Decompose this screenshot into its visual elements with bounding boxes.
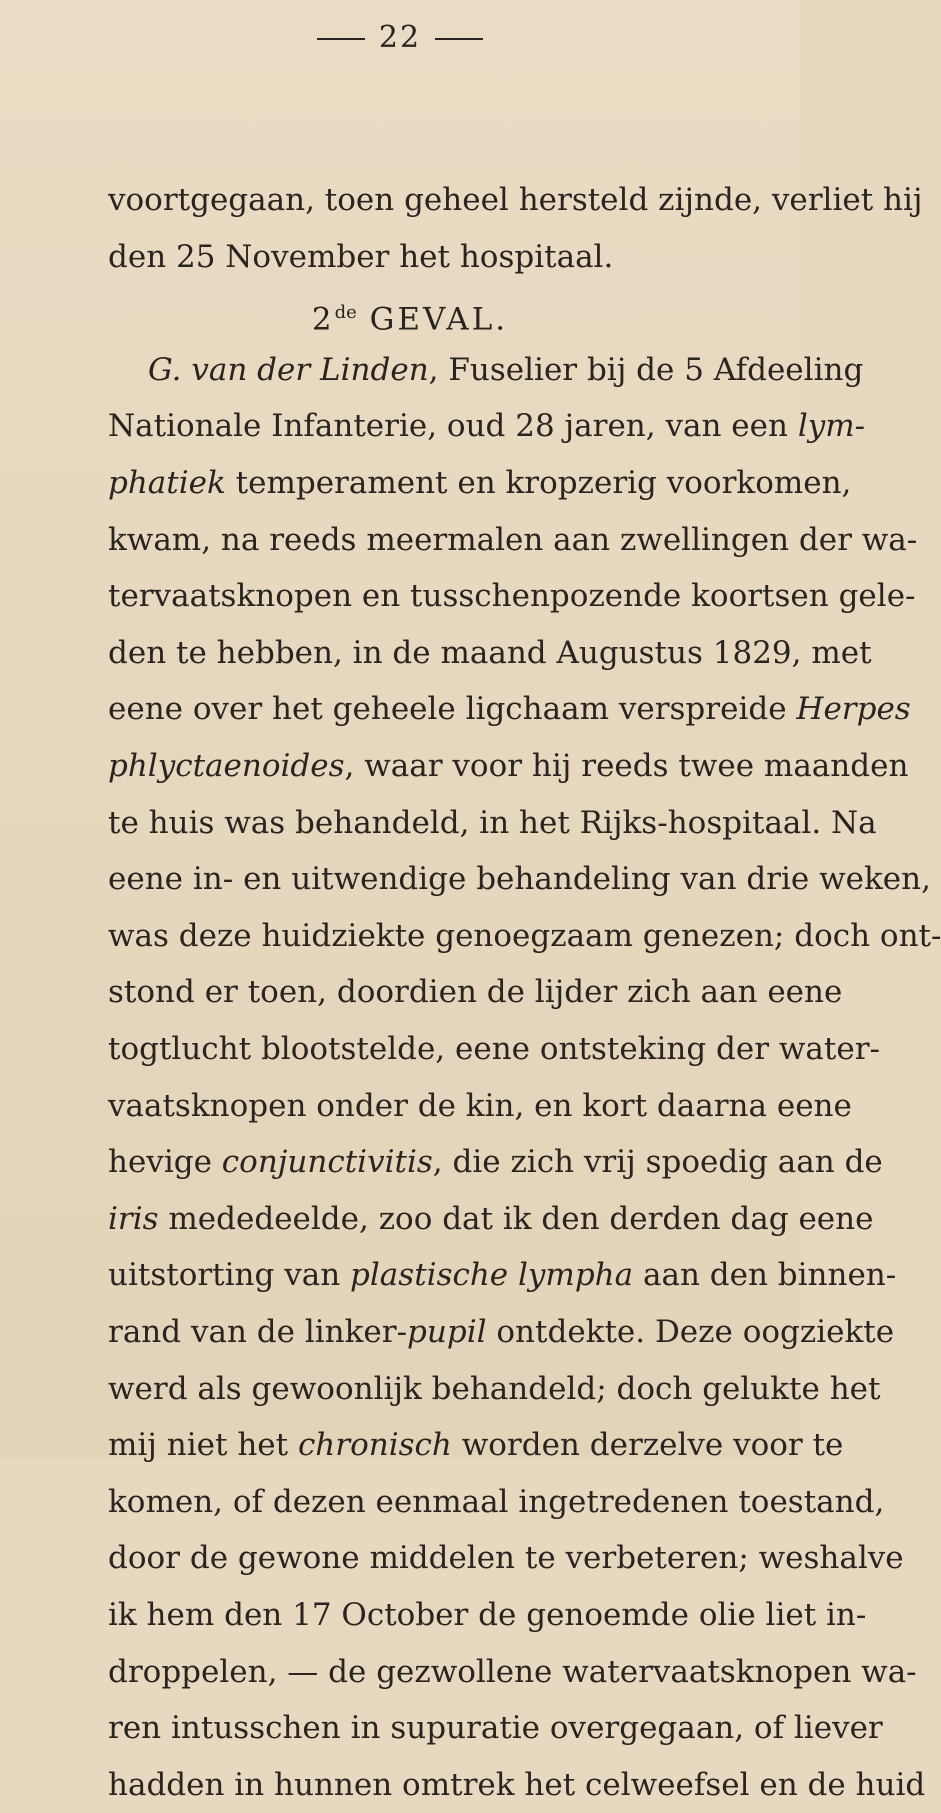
italic-term: Herpes [796, 691, 911, 728]
text-line [108, 1530, 904, 1586]
text-segment: komen, of dezen eenmaal ingetredenen toestand, [108, 1483, 885, 1520]
italic-term: lym- [797, 408, 866, 445]
text-segment: hadden in hunnen omtrek het celweefsel en de huid [108, 1766, 926, 1803]
header-rule-left [317, 38, 365, 40]
text-line [108, 1134, 883, 1190]
text-segment: rand van de linker- [108, 1314, 408, 1350]
text-line [108, 1417, 844, 1473]
text-segment: te huis was behandeld, in het Rijks-hospitaal. Na [108, 804, 877, 841]
italic-term: phlyctaenoides [108, 748, 345, 784]
text-segment: werd als gewoonlijk behandeld; doch gelukte het [108, 1370, 881, 1407]
text-line [108, 1361, 881, 1417]
text-line [108, 1644, 917, 1700]
text-segment: mij niet het [108, 1427, 298, 1464]
text-segment: was deze huidziekte genoegzaam genezen; doch ont- [108, 917, 941, 954]
text-line [108, 1247, 897, 1303]
text-segment: vaatsknopen onder de kin, en kort daarna eene [108, 1087, 852, 1124]
page-header [0, 18, 800, 58]
text-line [108, 568, 916, 624]
text-segment: temperament en kropzerig voorkomen, [225, 465, 852, 501]
text-line [108, 1474, 885, 1530]
text-segment: hevige [108, 1144, 222, 1181]
text-line [108, 229, 744, 285]
text-segment: eene over het geheele ligchaam verspreide [108, 691, 797, 728]
case-title: GEVAL. [356, 301, 509, 338]
text-line [108, 738, 909, 794]
text-line [108, 1191, 874, 1247]
text-line [108, 681, 911, 737]
text-segment: stond er toen, doordien de lijder zich aan eene [108, 974, 843, 1011]
italic-term: pupil [407, 1314, 487, 1350]
italic-term: G. van der Linden [148, 351, 429, 388]
text-line [108, 172, 923, 228]
text-segment: , die zich vrij spoedig aan de [432, 1144, 883, 1181]
page-number: 22 [378, 20, 422, 55]
text-segment: den te hebben, in de maand Augustus 1829, met [108, 634, 872, 671]
text-segment: ontdekte. Deze oogziekte [486, 1314, 895, 1350]
text-line [108, 1078, 852, 1134]
text-segment: , waar voor hij reeds twee maanden [344, 748, 909, 784]
text-line [108, 512, 918, 568]
text-line [108, 455, 852, 511]
italic-term: conjunctivitis [221, 1144, 433, 1181]
text-line [108, 625, 872, 681]
text-line [108, 964, 843, 1020]
text-line [108, 1700, 883, 1756]
text-segment: eene in- en uitwendige behandeling van drie weken, [108, 861, 931, 898]
italic-term: chronisch [297, 1427, 452, 1464]
text-segment: uitstorting van [108, 1257, 351, 1294]
text-segment: worden derzelve voor te [451, 1427, 844, 1464]
text-segment: den 25 November het hospitaal. [108, 238, 614, 275]
text-line [108, 851, 931, 907]
text-segment: kwam, na reeds meermalen aan zwellingen der wa- [108, 521, 918, 558]
text-segment: ren intusschen in supuratie overgegaan, of liever [108, 1710, 883, 1747]
text-segment: mededeelde, zoo dat ik den derden dag eene [158, 1200, 874, 1237]
text-segment: tervaatsknopen en tusschenpozende koortsen gele- [108, 578, 916, 615]
text-segment: aan den binnen- [633, 1257, 897, 1294]
case-ordinal-suffix: de [334, 302, 357, 324]
text-line [108, 1021, 881, 1077]
text-segment: , Fuselier bij de 5 Afdeeling [428, 351, 864, 388]
text-line [108, 1757, 926, 1813]
text-segment: Nationale Infanterie, oud 28 jaren, van een [108, 408, 798, 445]
text-segment: ik hem den 17 October de genoemde olie liet in- [108, 1597, 867, 1633]
text-line [108, 908, 941, 964]
text-segment: droppelen, — de gezwollene watervaatsknopen wa- [108, 1653, 917, 1690]
text-line [108, 795, 877, 851]
text-segment: door de gewone middelen te verbeteren; weshalve [108, 1540, 904, 1577]
text-line [108, 398, 866, 454]
case-ordinal: 2 [311, 301, 335, 338]
italic-term: phatiek [108, 465, 226, 501]
text-line [148, 342, 864, 398]
italic-term: iris [108, 1200, 159, 1237]
text-segment: togtlucht blootstelde, eene ontsteking der water- [108, 1031, 881, 1067]
header-rule-right [435, 38, 483, 40]
text-line [108, 1587, 867, 1643]
italic-term: plastische lympha [350, 1257, 634, 1294]
text-segment: voortgegaan, toen geheel hersteld zijnde, verliet hij [108, 182, 923, 218]
text-line [108, 1304, 895, 1360]
case-heading [0, 285, 800, 347]
